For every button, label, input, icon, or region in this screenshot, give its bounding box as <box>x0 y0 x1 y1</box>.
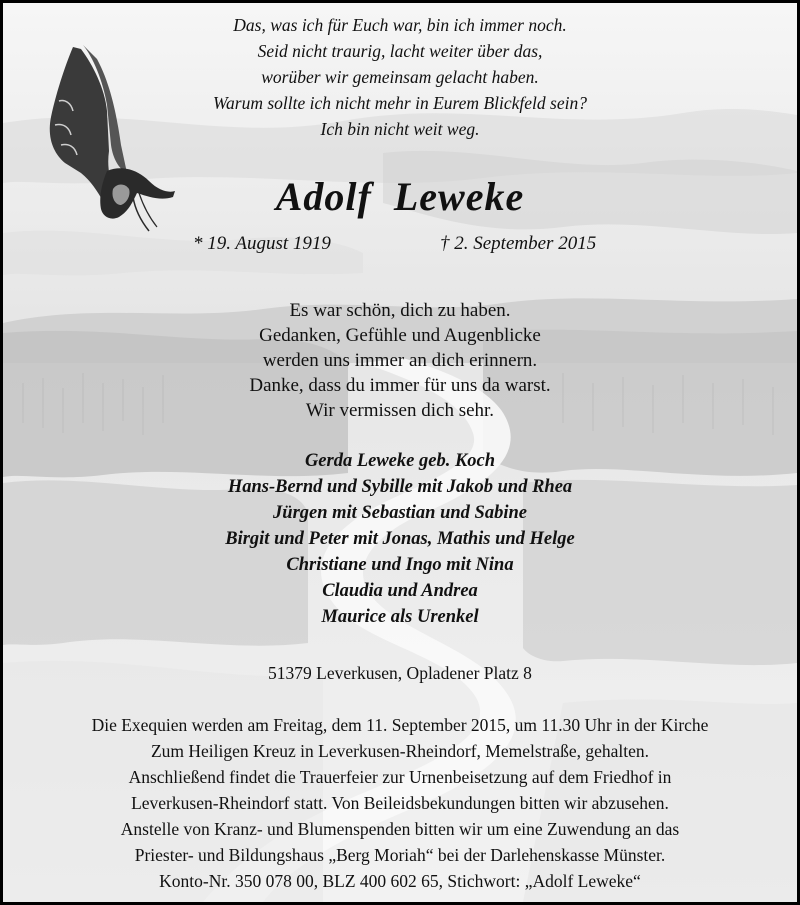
death-date: † 2. September 2015 <box>440 233 597 254</box>
family-line: Maurice als Urenkel <box>321 607 479 627</box>
family-line: Hans-Bernd und Sybille mit Jakob und Rhea <box>227 477 573 497</box>
notice-line: Anschließend findet die Trauerfeier zur Urnenbeisetzung auf dem Friedhof in <box>128 767 672 787</box>
quote-line: worüber wir gemeinsam gelacht haben. <box>261 67 539 87</box>
birth-date: * 19. August 1919 <box>193 233 331 254</box>
notice-line: Konto-Nr. 350 078 00, BLZ 400 602 65, Stichwort: „Adolf Leweke“ <box>159 871 641 891</box>
quote-line: Seid nicht traurig, lacht weiter über das, <box>257 41 543 61</box>
family-line: Gerda Leweke geb. Koch <box>304 451 496 471</box>
notice-line: Die Exequien werden am Freitag, dem 11. September 2015, um 11.30 Uhr in der Kirche <box>91 715 709 735</box>
family-line: Birgit und Peter mit Jonas, Mathis und Helge <box>225 529 575 549</box>
quote-line: Das, was ich für Euch war, bin ich immer noch. <box>233 15 567 35</box>
family-line: Claudia und Andrea <box>322 581 478 601</box>
address: 51379 Leverkusen, Opladener Platz 8 <box>268 663 532 683</box>
verse-line: Gedanken, Gefühle und Augenblicke <box>259 325 541 346</box>
obituary-card <box>3 3 797 902</box>
quote-line: Warum sollte ich nicht mehr in Eurem Blickfeld sein? <box>213 93 587 113</box>
funeral-notice <box>3 3 797 902</box>
notice-line: Anstelle von Kranz- und Blumenspenden bitten wir um eine Zuwendung an das <box>120 819 680 839</box>
verse-line: Danke, dass du immer für uns da warst. <box>249 375 551 396</box>
verse-line: Es war schön, dich zu haben. <box>289 300 511 321</box>
notice-line: Leverkusen-Rheindorf statt. Von Beileidsbekundungen bitten wir abzusehen. <box>131 793 669 813</box>
verse-line: Wir vermissen dich sehr. <box>305 400 495 421</box>
notice-line: Zum Heiligen Kreuz in Leverkusen-Rheindorf, Memelstraße, gehalten. <box>150 741 650 761</box>
deceased-name: Adolf Leweke <box>275 174 525 219</box>
verse-line: werden uns immer an dich erinnern. <box>262 350 538 371</box>
quote-line: Ich bin nicht weit weg. <box>320 119 480 139</box>
family-line: Christiane und Ingo mit Nina <box>286 555 514 575</box>
notice-line: Priester- und Bildungshaus „Berg Moriah“ bei der Darlehenskasse Münster. <box>134 845 666 865</box>
family-line: Jürgen mit Sebastian und Sabine <box>273 503 527 523</box>
